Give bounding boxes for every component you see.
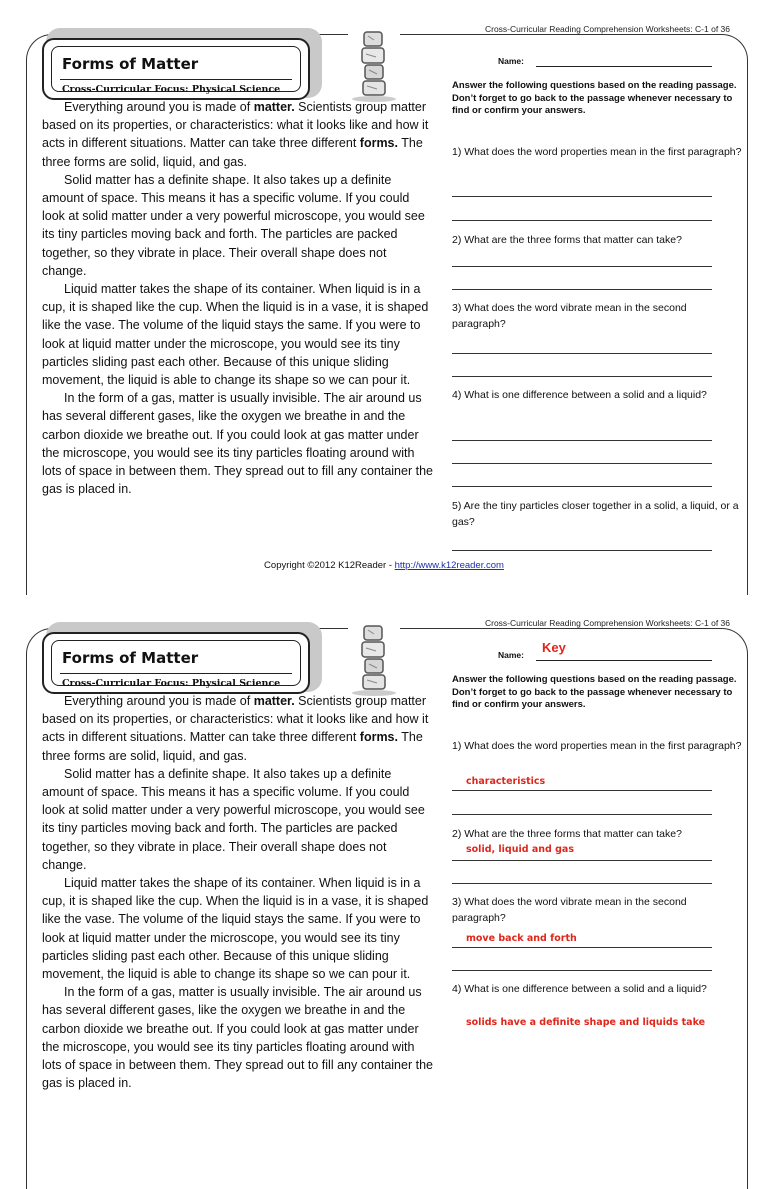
question-4: 4) What is one difference between a solid and a liquid? xyxy=(452,983,707,995)
worksheet-answer-key xyxy=(0,606,768,1166)
k12reader-link[interactable]: http://www.k12reader.com xyxy=(394,560,504,571)
answer-line[interactable] xyxy=(452,486,712,487)
term-matter: matter. xyxy=(253,100,295,114)
question-3: 3) What does the word vibrate mean in the second paragraph? xyxy=(452,302,687,330)
passage-paragraph: Solid matter has a definite shape. It also takes up a definite amount of space. This means it has a specific volume. If you could look at solid matter under a very powerful microscope, you would see its tiny particles moving back and forth. The particles are packed together, so they vibrate in place. Their overall shape does not change. xyxy=(42,172,425,278)
worksheet-header: Cross-Curricular Reading Comprehension Worksheets: C-1 of 36 xyxy=(484,618,730,628)
reading-passage xyxy=(42,692,434,1091)
ice-cubes-illustration xyxy=(348,28,400,104)
title-box xyxy=(42,38,310,100)
passage-paragraph: Solid matter has a definite shape. It also takes up a definite amount of space. This means it has a specific volume. If you could look at solid matter under a very powerful microscope, you would see its tiny particles moving back and forth. The particles are packed together, so they vibrate in place. Their overall shape does not change. xyxy=(42,766,425,872)
answer-4: solids have a definite shape and liquids take xyxy=(466,1017,706,1028)
term-matter: matter. xyxy=(253,694,295,708)
answer-line[interactable] xyxy=(452,266,712,267)
answer-line[interactable] xyxy=(452,970,712,971)
name-field[interactable] xyxy=(536,660,712,661)
question-5: 5) Are the tiny particles closer together in a solid, a liquid, or a gas? xyxy=(452,500,739,528)
worksheet-title: Forms of Matter xyxy=(62,55,199,73)
question-3: 3) What does the word vibrate mean in the second paragraph? xyxy=(452,896,687,924)
question-2: 2) What are the three forms that matter can take? xyxy=(452,234,682,246)
name-label: Name: xyxy=(498,56,524,66)
passage-paragraph: Everything around you is made of matter. Scientists group matter based on its properties, or characteristics: what it looks like and how it acts in different situations. Matter can take three different forms. The three forms are solid, liquid, and gas. xyxy=(42,694,429,763)
passage-paragraph: Everything around you is made of matter. Scientists group matter based on its properties, or characteristics: what it looks like and how it acts in different situations. Matter can take three different forms. The three forms are solid, liquid, and gas. xyxy=(42,100,429,169)
passage-paragraph: Liquid matter takes the shape of its container. When liquid is in a cup, it is shaped like the cup. When the liquid is in a vase, it is shaped like the vase. The volume of the liquid stays the same. If you were to look at liquid matter under the microscope, you would see its tiny particles sliding past each other. Because of this unique sliding movement, the liquid is able to change its shape so we can pour it. xyxy=(42,876,429,982)
answer-line[interactable] xyxy=(452,353,712,354)
answer-line[interactable] xyxy=(452,463,712,464)
passage-paragraph: Liquid matter takes the shape of its container. When liquid is in a cup, it is shaped like the cup. When the liquid is in a vase, it is shaped like the vase. The volume of the liquid stays the same. If you were to look at liquid matter under the microscope, you would see its tiny particles sliding past each other. Because of this unique sliding movement, the liquid is able to change its shape so we can pour it. xyxy=(42,282,429,388)
question-2: 2) What are the three forms that matter can take? xyxy=(452,828,682,840)
answer-2: solid, liquid and gas xyxy=(466,844,574,855)
answer-line[interactable] xyxy=(452,790,712,791)
passage-paragraph: In the form of a gas, matter is usually invisible. The air around us has several different gases, like the oxygen we breathe in and the carbon dioxide we breathe out. If you could look at gas matter under the microscope, you would see its tiny particles floating around with lots of space in between them. They spread out to fill any container the gas is placed in. xyxy=(42,985,433,1091)
title-box xyxy=(42,632,310,694)
term-forms: forms. xyxy=(359,730,398,745)
answer-line[interactable] xyxy=(452,883,712,884)
name-label: Name: xyxy=(498,650,524,660)
question-1: 1) What does the word properties mean in the first paragraph? xyxy=(452,740,742,752)
worksheet-blank xyxy=(0,12,768,572)
ice-cubes-illustration xyxy=(348,622,400,698)
question-4: 4) What is one difference between a solid and a liquid? xyxy=(452,389,707,401)
worksheet-title: Forms of Matter xyxy=(62,649,199,667)
answer-line[interactable] xyxy=(452,440,712,441)
answer-1: characteristics xyxy=(466,776,546,787)
question-1: 1) What does the word properties mean in the first paragraph? xyxy=(452,146,742,158)
answer-line[interactable] xyxy=(452,376,712,377)
worksheet-subtitle: Cross-Curricular Focus: Physical Science xyxy=(62,84,281,95)
answer-line[interactable] xyxy=(452,814,712,815)
answer-line[interactable] xyxy=(452,947,712,948)
answer-line[interactable] xyxy=(452,196,712,197)
worksheet-header: Cross-Curricular Reading Comprehension Worksheets: C-1 of 36 xyxy=(484,24,730,34)
passage-paragraph: In the form of a gas, matter is usually invisible. The air around us has several different gases, like the oxygen we breathe in and the carbon dioxide we breathe out. If you could look at gas matter under the microscope, you would see its tiny particles floating around with lots of space in between them. They spread out to fill any container the gas is placed in. xyxy=(42,391,433,497)
term-forms: forms. xyxy=(359,136,398,151)
answer-line[interactable] xyxy=(452,220,712,221)
answer-line[interactable] xyxy=(452,550,712,551)
worksheet-subtitle: Cross-Curricular Focus: Physical Science xyxy=(62,678,281,689)
instructions: Answer the following questions based on the reading passage. Don’t forget to go back to the passage whenever necessary to find or confirm your answers. xyxy=(452,80,737,116)
instructions: Answer the following questions based on the reading passage. Don’t forget to go back to the passage whenever necessary to find or confirm your answers. xyxy=(452,674,737,710)
answer-3: move back and forth xyxy=(466,933,577,944)
answer-line[interactable] xyxy=(452,860,712,861)
reading-passage xyxy=(42,98,434,560)
answer-line[interactable] xyxy=(452,289,712,290)
copyright-line: Copyright ©2012 K12Reader - http://www.k12reader.com xyxy=(264,560,504,571)
name-field[interactable] xyxy=(536,66,712,67)
name-value: Key xyxy=(542,640,566,655)
